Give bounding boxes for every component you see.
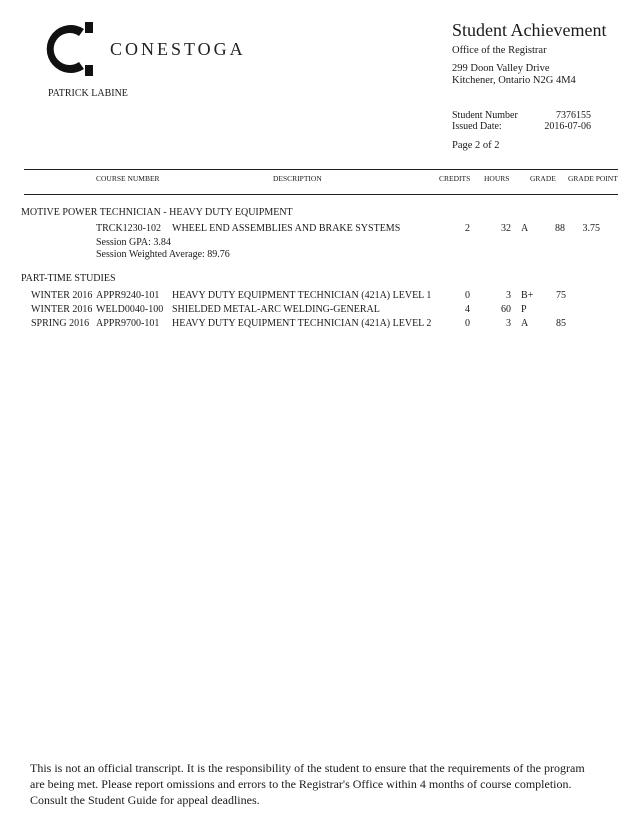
course-hours: 32 xyxy=(501,223,511,234)
student-number-label: Student Number xyxy=(452,110,518,121)
course-description: HEAVY DUTY EQUIPMENT TECHNICIAN (421A) LEVEL 1 xyxy=(172,290,432,301)
course-grade-letter: P xyxy=(521,304,527,315)
course-grade-mark: 85 xyxy=(556,318,566,329)
issued-date: 2016-07-06 xyxy=(544,121,591,132)
course-description: SHIELDED METAL-ARC WELDING-GENERAL xyxy=(172,304,380,315)
col-credits: CREDITS xyxy=(439,174,471,183)
course-hours: 60 xyxy=(501,304,511,315)
course-credits: 2 xyxy=(465,223,470,234)
student-number: 7376155 xyxy=(556,110,591,121)
course-grade-letter: A xyxy=(521,318,529,329)
course-grade-mark: 88 xyxy=(555,223,565,234)
course-hours: 3 xyxy=(506,318,511,329)
institution-wordmark: CONESTOGA xyxy=(110,39,246,59)
student-name: PATRICK LABINE xyxy=(48,88,128,99)
conestoga-logo-icon xyxy=(40,22,96,76)
col-grade: GRADE xyxy=(530,174,556,183)
session-gpa: Session GPA: 3.84 xyxy=(96,237,171,248)
program-title: PART-TIME STUDIES xyxy=(21,273,116,284)
course-number: APPR9700-101 xyxy=(96,318,160,329)
course-term: WINTER 2016 xyxy=(31,290,93,301)
disclaimer-text: This is not an official transcript. It is the responsibility of the student to ensure that the requirements of the program are being met. Please report omissions and errors to the Registrar's Office within 4 months of course completion. Consult the Student Guide for appeal deadlines. xyxy=(30,761,585,807)
course-hours: 3 xyxy=(506,290,511,301)
course-term: WINTER 2016 xyxy=(31,304,93,315)
col-course-number: COURSE NUMBER xyxy=(96,174,160,183)
course-credits: 0 xyxy=(465,318,470,329)
col-description: DESCRIPTION xyxy=(273,174,322,183)
course-grade-point: 3.75 xyxy=(582,223,600,234)
course-term: SPRING 2016 xyxy=(31,318,90,329)
col-grade-point: GRADE POINT xyxy=(568,174,618,183)
program-title: MOTIVE POWER TECHNICIAN - HEAVY DUTY EQUIPMENT xyxy=(21,207,293,218)
course-grade-letter: B+ xyxy=(521,290,534,301)
course-credits: 0 xyxy=(465,290,470,301)
address-line1: 299 Doon Valley Drive xyxy=(452,63,550,74)
course-grade-letter: A xyxy=(521,223,529,234)
course-grade-mark: 75 xyxy=(556,290,566,301)
address-line2: Kitchener, Ontario N2G 4M4 xyxy=(452,75,576,86)
course-number: TRCK1230-102 xyxy=(96,223,161,234)
page-indicator: Page 2 of 2 xyxy=(452,140,500,151)
col-hours: HOURS xyxy=(484,174,510,183)
course-number: APPR9240-101 xyxy=(96,290,160,301)
office-name: Office of the Registrar xyxy=(452,45,547,56)
course-description: WHEEL END ASSEMBLIES AND BRAKE SYSTEMS xyxy=(172,223,401,234)
course-number: WELD0040-100 xyxy=(96,304,164,315)
issued-date-label: Issued Date: xyxy=(452,121,502,132)
session-weighted-average: Session Weighted Average: 89.76 xyxy=(96,249,230,260)
page-title: Student Achievement xyxy=(452,20,607,40)
header-rule-top xyxy=(24,169,618,170)
course-description: HEAVY DUTY EQUIPMENT TECHNICIAN (421A) LEVEL 2 xyxy=(172,318,432,329)
course-credits: 4 xyxy=(465,304,470,315)
header-rule-bottom xyxy=(24,194,618,195)
